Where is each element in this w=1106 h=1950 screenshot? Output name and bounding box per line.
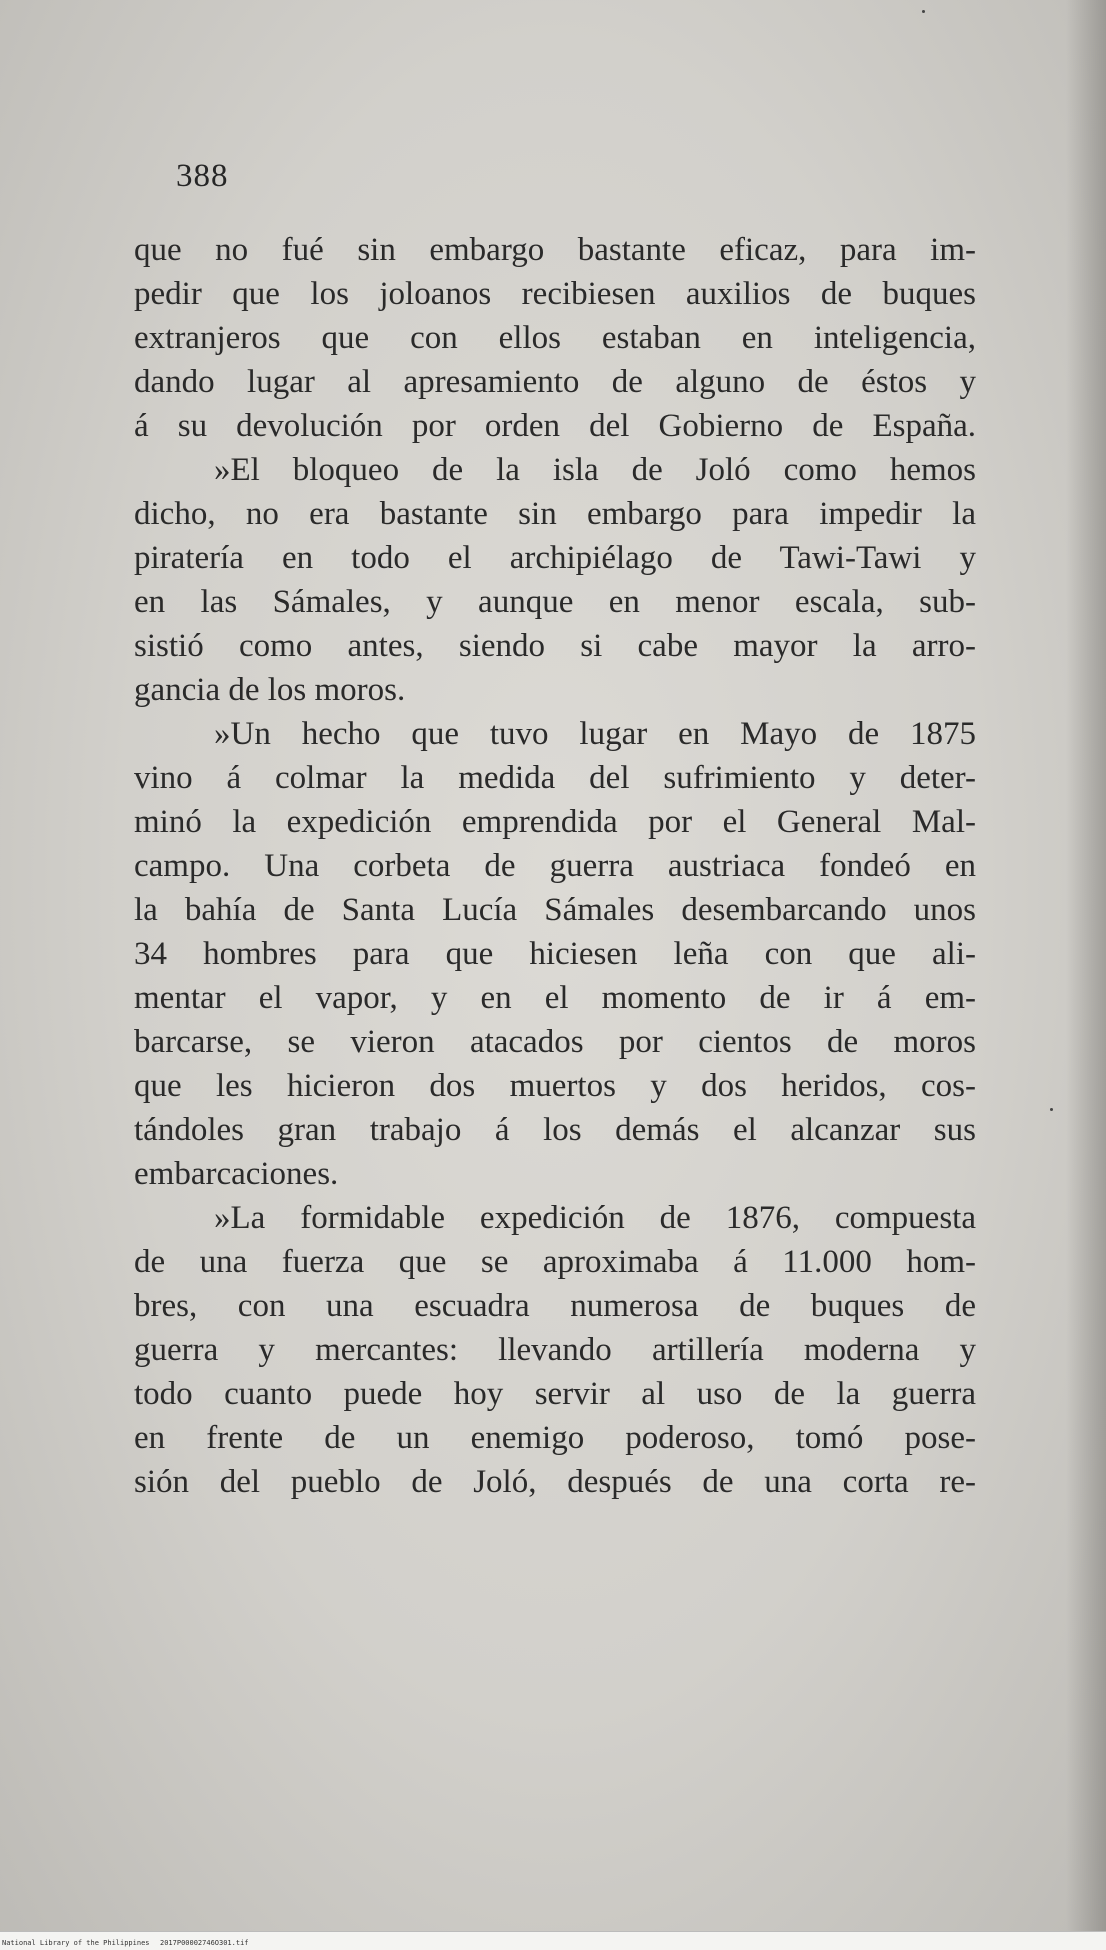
text-line: piratería en todo el archipiélago de Tawi-Tawi y (134, 540, 976, 576)
text-line: que les hicieron dos muertos y dos heridos, cos- (134, 1068, 976, 1104)
text-line: minó la expedición emprendida por el General Mal- (134, 804, 976, 840)
text-line: guerra y mercantes: llevando artillería moderna y (134, 1332, 976, 1368)
dust-speck (1050, 1108, 1053, 1111)
text-line: en las Sámales, y aunque en menor escala, sub- (134, 584, 976, 620)
text-line: pedir que los joloanos recibiesen auxilios de buques (134, 276, 976, 312)
text-line: sistió como antes, siendo si cabe mayor la arro- (134, 628, 976, 664)
page-edge-shadow (1066, 0, 1106, 1950)
text-line: bres, con una escuadra numerosa de buques de (134, 1288, 976, 1324)
text-line: todo cuanto puede hoy servir al uso de la guerra (134, 1376, 976, 1412)
text-line: »Un hecho que tuvo lugar en Mayo de 1875 (214, 716, 976, 752)
text-line: barcarse, se vieron atacados por cientos de moros (134, 1024, 976, 1060)
text-line: que no fué sin embargo bastante eficaz, para im- (134, 232, 976, 268)
text-line: dicho, no era bastante sin embargo para impedir la (134, 496, 976, 532)
text-line: de una fuerza que se aproximaba á 11.000 hom- (134, 1244, 976, 1280)
text-line: 34 hombres para que hiciesen leña con que ali- (134, 936, 976, 972)
text-line: »El bloqueo de la isla de Joló como hemos (214, 452, 976, 488)
text-line: tándoles gran trabajo á los demás el alcanzar sus (134, 1112, 976, 1148)
page-number: 388 (176, 158, 229, 194)
text-line: campo. Una corbeta de guerra austriaca fondeó en (134, 848, 976, 884)
text-line: »La formidable expedición de 1876, compuesta (214, 1200, 976, 1236)
text-line: en frente de un enemigo poderoso, tomó pose- (134, 1420, 976, 1456)
text-line: mentar el vapor, y en el momento de ir á em- (134, 980, 976, 1016)
footer-library-name: National Library of the Philippines (2, 1939, 150, 1947)
text-line: embarcaciones. (134, 1156, 339, 1192)
text-line: gancia de los moros. (134, 672, 406, 708)
text-line: á su devolución por orden del Gobierno de España. (134, 408, 976, 444)
body-text (134, 228, 976, 1504)
text-line: vino á colmar la medida del sufrimiento y deter- (134, 760, 976, 796)
text-line: extranjeros que con ellos estaban en inteligencia, (134, 320, 976, 356)
text-line: sión del pueblo de Joló, después de una corta re- (134, 1464, 976, 1500)
dust-speck (922, 10, 925, 13)
text-line: la bahía de Santa Lucía Sámales desembarcando unos (134, 892, 976, 928)
footer-file-id: 2017P00002746O301.tif (160, 1939, 249, 1947)
text-line: dando lugar al apresamiento de alguno de éstos y (134, 364, 976, 400)
